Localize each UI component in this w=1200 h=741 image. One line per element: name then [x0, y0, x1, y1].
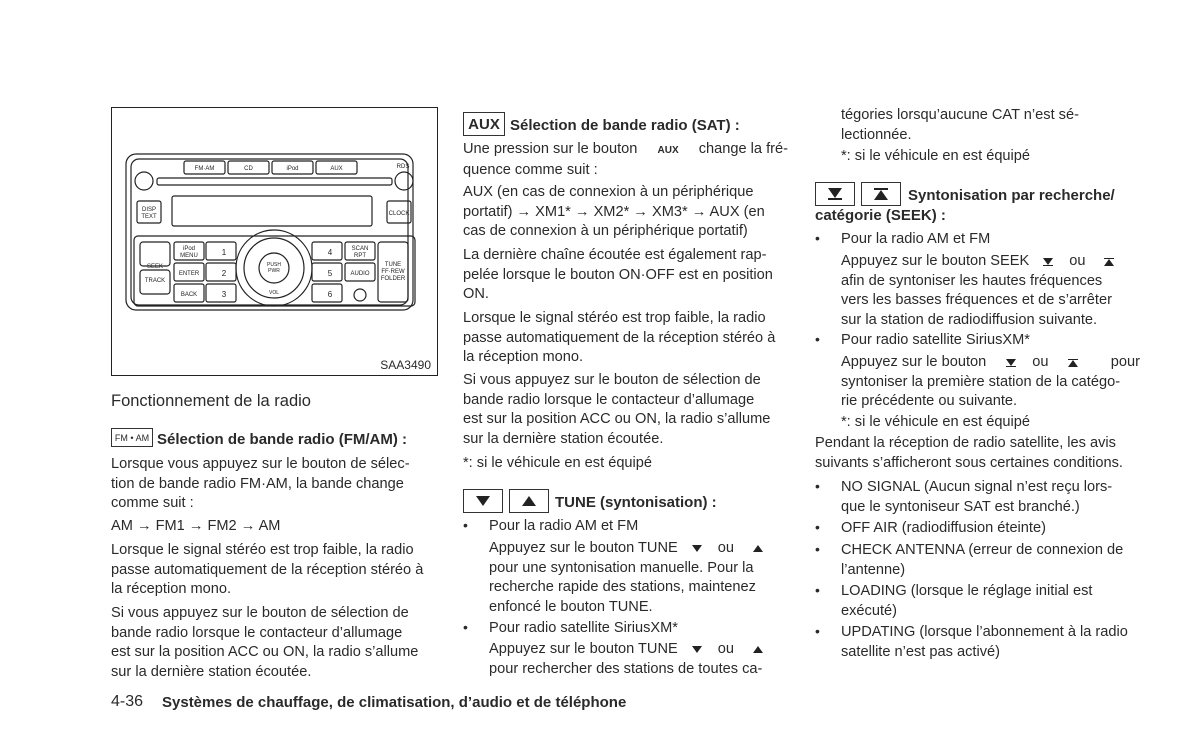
seek-title-line-1: Syntonisation par recherche/	[908, 187, 1115, 204]
cd-label: CD	[244, 166, 253, 172]
list-item: CHECK ANTENNA (erreur de connexion de l’antenne)	[841, 542, 1124, 578]
down-arrow-icon	[692, 545, 702, 552]
clock-label: CLOCK	[388, 211, 410, 217]
col2-bullet-1: Pour la radio AM et FM	[489, 518, 639, 534]
col3-bullet-1-text: Appuyez sur le bouton SEEK ou afin de syntoniser les hautes fréquences vers les basses fréquences et de s’arrêter sur la station de radiodiffusion suivante.	[841, 252, 1140, 330]
scan-label: SCAN	[351, 246, 369, 252]
list-item: NO SIGNAL (Aucun signal n’est reçu lors- que le syntoniseur SAT est branché.)	[841, 479, 1113, 515]
bullet: •	[815, 623, 820, 639]
back-label: BACK	[180, 292, 198, 298]
audio-label: AUDIO	[350, 271, 370, 277]
text-label: TEXT	[141, 214, 157, 220]
seek-up-icon	[1068, 359, 1078, 368]
disp-label: DISP	[141, 207, 157, 213]
enter-label: ENTER	[178, 271, 200, 277]
seek-down-icon	[1043, 258, 1053, 267]
bullet: •	[815, 230, 820, 246]
page-number: 4-36	[111, 693, 144, 710]
seek-label: SEEK	[146, 264, 164, 270]
tune-down-key-icon	[463, 489, 503, 513]
col2-para-4: Lorsque le signal stéréo est trop faible, la radio passe automatiquement de la réception stéréo à la réception mono.	[463, 310, 776, 365]
col3-para-1: Pendant la réception de radio satellite, les avis suivants s’afficheront sous certaines conditions.	[815, 435, 1123, 471]
pwr-label: PWR	[268, 268, 280, 274]
bullet: •	[463, 619, 468, 635]
list-item: OFF AIR (radiodiffusion éteinte)	[841, 520, 1046, 536]
col3-note-2: *: si le véhicule en est équipé	[841, 414, 1031, 430]
bullet: •	[815, 478, 820, 494]
col1-para-1: Lorsque vous appuyez sur le bouton de sélec- tion de bande radio FM·AM, la bande change comme suit :	[111, 456, 410, 511]
up-arrow-icon	[753, 646, 763, 653]
figure-label: SAA3490	[380, 358, 431, 372]
preset-3: 3	[221, 290, 227, 299]
bullet: •	[815, 519, 820, 535]
ipod-menu-2: MENU	[180, 253, 198, 259]
ffrew-label: FF·REW	[381, 269, 405, 275]
up-arrow-icon	[753, 545, 763, 552]
fmam-label: FM·AM	[194, 166, 215, 172]
rpt-label: RPT	[354, 253, 366, 259]
seek-down-icon	[1006, 359, 1016, 368]
bullet: •	[815, 582, 820, 598]
ipod-menu-1: iPod	[182, 246, 196, 252]
col2-para-5: Si vous appuyez sur le bouton de sélection de bande radio lorsque le contacteur d’allumage est sur la position ACC ou ON, la radio s’allume sur la dernière station écoutée.	[463, 372, 771, 447]
col2-para-3: La dernière chaîne écoutée est également rap- pelée lorsque le bouton ON·OFF est en position ON.	[463, 247, 773, 302]
col1-para-4: Si vous appuyez sur le bouton de sélection de bande radio lorsque le contacteur d’allumage est sur la position ACC ou ON, la radio s’allume sur la dernière station écoutée.	[111, 605, 419, 680]
col1-band-sequence: AM → FM1 → FM2 → AM	[111, 518, 281, 534]
col2-para-2: AUX (en cas de connexion à un périphérique portatif) → XM1* → XM2* → XM3* → AUX (en cas de connexion à un périphérique portatif)	[463, 184, 765, 239]
preset-4: 4	[327, 248, 333, 257]
aux-inline-key: AUX	[657, 145, 679, 156]
ipod-label: iPod	[286, 166, 299, 172]
seek-up-key-icon	[861, 182, 901, 206]
col2-bullet-2: Pour radio satellite SiriusXM*	[489, 620, 678, 636]
aux-label: AUX	[330, 166, 343, 172]
col3-note-1: *: si le véhicule en est équipé	[841, 148, 1031, 164]
folder-label: FOLDER	[380, 276, 406, 282]
radio-illustration	[112, 108, 437, 375]
col2-bullet-2-text: Appuyez sur le bouton TUNE ou pour rechercher des stations de toutes ca-	[489, 641, 763, 677]
radio-figure	[111, 107, 438, 376]
footer-title: Systèmes de chauffage, de climatisation, d’audio et de téléphone	[162, 694, 627, 711]
tune-up-key-icon	[509, 489, 549, 513]
bullet: •	[815, 541, 820, 557]
track-label: TRACK	[144, 278, 166, 284]
preset-6: 6	[327, 290, 333, 299]
col2-para-1: Une pression sur le bouton AUX change la fré- quence comme suit :	[463, 141, 788, 178]
rds-label: RDS	[396, 164, 410, 170]
col3-bullet-2: Pour radio satellite SiriusXM*	[841, 332, 1030, 348]
vol-label: VOL	[268, 290, 280, 296]
tune-label: TUNE	[384, 262, 402, 268]
tune-title: TUNE (syntonisation) :	[555, 494, 717, 511]
preset-2: 2	[221, 269, 227, 278]
bullet: •	[815, 331, 820, 347]
seek-title-line-2: catégorie (SEEK) :	[815, 207, 946, 224]
col3-continuation: tégories lorsqu’aucune CAT n’est sé- lectionnée.	[841, 107, 1079, 143]
col2-note: *: si le véhicule en est équipé	[463, 455, 653, 471]
list-item: LOADING (lorsque le réglage initial est exécuté)	[841, 583, 1093, 619]
preset-5: 5	[327, 269, 333, 278]
push-label: PUSH	[267, 262, 281, 268]
col2-bullet-1-text: Appuyez sur le bouton TUNE ou pour une syntonisation manuelle. Pour la recherche rapide des stations, maintenez enfoncé le bouton TUNE.	[489, 539, 788, 617]
seek-down-key-icon	[815, 182, 855, 206]
fmam-key-icon: FM • AM	[111, 428, 153, 447]
col3-bullet-2-text: Appuyez sur le bouton ou pour syntoniser la première station de la catégo- rie précédente ou suivante.	[841, 354, 1140, 409]
aux-title: Sélection de bande radio (SAT) :	[510, 117, 740, 134]
fmam-title: Sélection de bande radio (FM/AM) :	[157, 431, 408, 448]
seek-up-icon	[1104, 258, 1114, 267]
col3-bullet-1: Pour la radio AM et FM	[841, 231, 991, 247]
down-arrow-icon	[692, 646, 702, 653]
bullet: •	[463, 517, 468, 533]
section-heading: Fonctionnement de la radio	[111, 392, 311, 410]
preset-1: 1	[221, 248, 227, 257]
list-item: UPDATING (lorsque l’abonnement à la radio satellite n’est pas activé)	[841, 624, 1128, 660]
aux-key-icon: AUX	[463, 112, 505, 136]
col1-para-3: Lorsque le signal stéréo est trop faible, la radio passe automatiquement de la réception stéréo à la réception mono.	[111, 542, 424, 597]
